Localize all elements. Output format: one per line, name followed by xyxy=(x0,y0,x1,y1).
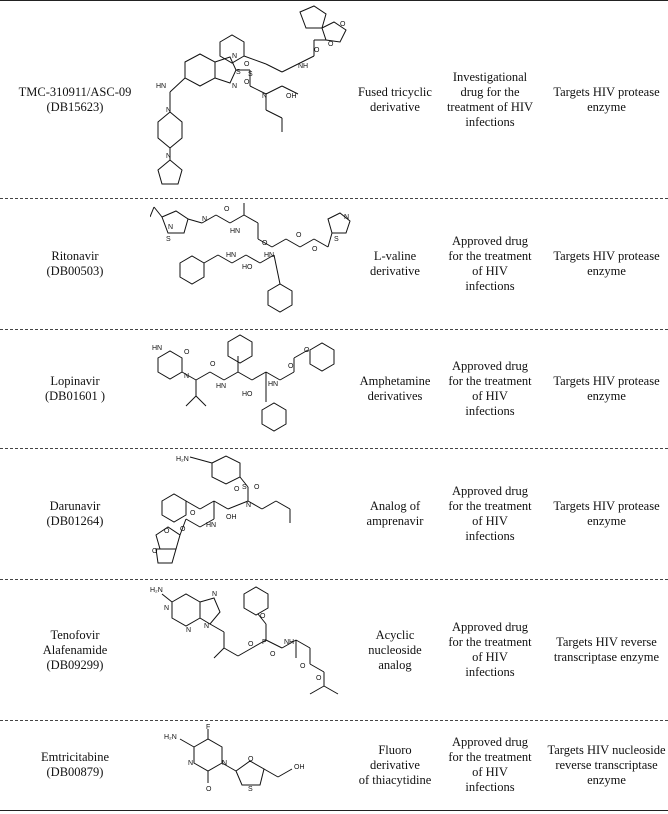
drug-name-cell xyxy=(0,721,150,809)
target-line: Targets HIV protease xyxy=(553,374,660,388)
target-cell xyxy=(545,721,668,809)
table-top-rule xyxy=(0,0,668,1)
atom-label: N xyxy=(166,153,172,160)
atom-label: NH xyxy=(298,63,309,70)
target-line: enzyme xyxy=(587,264,626,278)
status-line: of HIV xyxy=(472,514,508,528)
structure-tenofovir-alafenamide xyxy=(150,580,355,720)
status-cell xyxy=(435,449,545,579)
classification-cell xyxy=(355,580,435,720)
atom-label: N xyxy=(186,627,192,634)
drugbank-id: (DB01601 ) xyxy=(44,389,106,403)
atom-label: O xyxy=(210,361,216,368)
atom-label: O xyxy=(248,756,254,763)
target-line: enzyme xyxy=(587,389,626,403)
classification-line: Acyclic xyxy=(375,627,415,642)
drug-name: Tenofovir xyxy=(50,627,100,642)
status-line: of HIV xyxy=(472,650,508,664)
atom-label: O xyxy=(270,651,276,658)
status-line: infections xyxy=(465,404,515,418)
atom-label: S xyxy=(334,236,339,243)
atom-label: N xyxy=(222,760,228,767)
atom-label: HO xyxy=(242,391,253,398)
atom-label: H₂N xyxy=(150,587,163,594)
atom-label: N xyxy=(184,373,190,380)
drug-name: TMC-310911/ASC-09 xyxy=(18,85,132,99)
status-line: of HIV xyxy=(472,264,508,278)
table-bottom-rule xyxy=(0,810,668,811)
table-row xyxy=(0,580,668,721)
status-line: drug for the xyxy=(460,85,520,99)
atom-label: O xyxy=(180,526,186,533)
drug-name: Emtricitabine xyxy=(40,750,110,764)
status-line: Approved drug xyxy=(451,359,528,373)
status-line: Approved drug xyxy=(451,620,528,634)
atom-label: HN xyxy=(216,383,227,390)
atom-label: S xyxy=(248,71,253,78)
atom-label: N xyxy=(344,214,350,221)
target-line: enzyme xyxy=(587,100,626,114)
status-cell xyxy=(435,721,545,809)
classification-cell xyxy=(355,199,435,329)
atom-label: OH xyxy=(294,764,305,771)
structure-cell xyxy=(150,721,355,809)
atom-label: HN xyxy=(264,252,275,259)
target-line: reverse transcriptase xyxy=(555,757,658,772)
status-line: infections xyxy=(465,665,515,679)
status-line: for the treatment xyxy=(448,635,532,649)
classification-line: L-valine xyxy=(373,249,417,263)
drug-name: Darunavir xyxy=(49,499,101,513)
drug-name-cell xyxy=(0,330,150,448)
classification-cell xyxy=(355,330,435,448)
target-line: Targets HIV protease xyxy=(553,249,660,263)
status-cell xyxy=(435,580,545,720)
atom-label: N xyxy=(232,53,238,60)
atom-label: HN xyxy=(230,228,241,235)
atom-label: NH xyxy=(284,639,295,646)
classification-line: Analog of xyxy=(369,499,421,513)
atom-label: N xyxy=(202,216,208,223)
classification-line: amprenavir xyxy=(366,514,424,528)
classification-cell xyxy=(355,449,435,579)
atom-label: O xyxy=(152,548,158,555)
drug-name: Alafenamide xyxy=(42,642,108,657)
atom-label: HN xyxy=(156,83,167,90)
atom-label: N xyxy=(204,623,210,630)
atom-label: H₂N xyxy=(176,456,189,463)
target-cell xyxy=(545,2,668,198)
atom-label: HN xyxy=(206,522,217,529)
structure-lopinavir xyxy=(150,330,355,448)
structure-cell xyxy=(150,449,355,579)
atom-label: S xyxy=(236,69,241,76)
atom-label: N xyxy=(188,760,194,767)
status-cell xyxy=(435,2,545,198)
drugbank-id: (DB09299) xyxy=(46,657,104,672)
classification-line: Fluoro derivative xyxy=(370,742,420,772)
classification-line: of thiacytidine xyxy=(358,772,432,787)
structure-cell xyxy=(150,199,355,329)
status-line: infections xyxy=(465,115,515,129)
status-cell xyxy=(435,199,545,329)
atom-label: O xyxy=(260,613,266,620)
atom-label: N xyxy=(212,591,218,598)
atom-label: HN xyxy=(268,381,279,388)
target-cell xyxy=(545,330,668,448)
structure-darunavir xyxy=(150,449,355,579)
atom-label: HO xyxy=(242,264,253,271)
atom-label: O xyxy=(300,663,306,670)
atom-label: N xyxy=(232,83,238,90)
atom-label: HN xyxy=(152,345,163,352)
target-line: Targets HIV nucleoside xyxy=(547,742,666,757)
table-row xyxy=(0,721,668,809)
target-line: Targets HIV reverse xyxy=(556,635,657,649)
atom-label: O xyxy=(328,41,334,48)
drug-name: Lopinavir xyxy=(50,374,100,388)
table-row xyxy=(0,449,668,580)
atom-label: O xyxy=(316,675,322,682)
status-line: infections xyxy=(465,529,515,543)
atom-label: O xyxy=(304,347,310,354)
status-cell xyxy=(435,330,545,448)
atom-label: O xyxy=(224,206,230,213)
atom-label: N xyxy=(168,224,174,231)
drugbank-id: (DB15623) xyxy=(46,100,104,114)
status-line: for the treatment xyxy=(448,249,532,263)
atom-label: O xyxy=(254,484,260,491)
structure-cell xyxy=(150,2,355,198)
table-row xyxy=(0,330,668,449)
drugbank-id: (DB00503) xyxy=(46,264,104,278)
structure-ritonavir xyxy=(150,199,355,329)
status-line: infections xyxy=(465,279,515,293)
table-row xyxy=(0,199,668,330)
status-line: for the treatment xyxy=(448,750,532,764)
target-cell xyxy=(545,199,668,329)
target-line: enzyme xyxy=(587,772,626,787)
drug-name-cell xyxy=(0,199,150,329)
atom-label: HN xyxy=(226,252,237,259)
target-line: Targets HIV protease xyxy=(553,499,660,513)
classification-line: derivative xyxy=(370,100,420,114)
drugbank-id: (DB01264) xyxy=(46,514,104,528)
drug-name-cell xyxy=(0,580,150,720)
table-row xyxy=(0,2,668,199)
atom-label: S xyxy=(248,786,253,793)
atom-label: H₂N xyxy=(164,734,177,741)
status-line: Approved drug xyxy=(451,484,528,498)
atom-label: N xyxy=(246,502,252,509)
drug-name-cell xyxy=(0,449,150,579)
status-line: for the treatment xyxy=(448,499,532,513)
atom-label: O xyxy=(312,246,318,253)
atom-label: O xyxy=(296,232,302,239)
status-line: Approved drug xyxy=(451,735,528,749)
structure-cell xyxy=(150,580,355,720)
atom-label: F xyxy=(206,724,211,731)
structure-cell xyxy=(150,330,355,448)
target-line: transcriptase enzyme xyxy=(553,650,660,664)
classification-cell xyxy=(355,2,435,198)
atom-label: O xyxy=(340,21,346,28)
atom-label: S xyxy=(242,484,247,491)
drugbank-id: (DB00879) xyxy=(46,765,104,779)
atom-label: O xyxy=(288,363,294,370)
atom-label: O xyxy=(164,528,170,535)
atom-label: O xyxy=(244,61,250,68)
structure-tmc310911 xyxy=(150,2,355,198)
target-line: Targets HIV protease xyxy=(553,85,660,99)
classification-line: Amphetamine xyxy=(359,374,431,388)
atom-label: O xyxy=(262,240,268,247)
atom-label: OH xyxy=(226,514,237,521)
atom-label: OH xyxy=(286,93,297,100)
status-line: Approved drug xyxy=(451,234,528,248)
classification-line: derivative xyxy=(370,264,420,278)
atom-label: O xyxy=(314,47,320,54)
atom-label: N xyxy=(166,107,172,114)
status-line: infections xyxy=(465,780,515,794)
target-line: enzyme xyxy=(587,514,626,528)
atom-label: S xyxy=(166,236,171,243)
drug-name-cell xyxy=(0,2,150,198)
atom-label: O xyxy=(190,510,196,517)
classification-line: derivatives xyxy=(367,389,423,403)
atom-label: O xyxy=(244,79,250,86)
target-cell xyxy=(545,580,668,720)
status-line: of HIV xyxy=(472,765,508,779)
atom-label: N xyxy=(164,605,170,612)
classification-cell xyxy=(355,721,435,809)
atom-label: O xyxy=(248,641,254,648)
status-line: for the treatment xyxy=(448,374,532,388)
classification-line: Fused tricyclic xyxy=(358,85,432,99)
atom-label: O xyxy=(234,486,240,493)
atom-label: P xyxy=(262,639,267,646)
atom-label: O xyxy=(206,786,212,793)
classification-line: nucleoside analog xyxy=(368,642,422,672)
status-line: treatment of HIV xyxy=(446,100,534,114)
atom-label: O xyxy=(184,349,190,356)
drug-name: Ritonavir xyxy=(51,249,99,263)
structure-emtricitabine xyxy=(150,721,355,809)
target-cell xyxy=(545,449,668,579)
status-line: of HIV xyxy=(472,389,508,403)
status-line: Investigational xyxy=(452,70,528,84)
atom-label: N xyxy=(262,93,268,100)
